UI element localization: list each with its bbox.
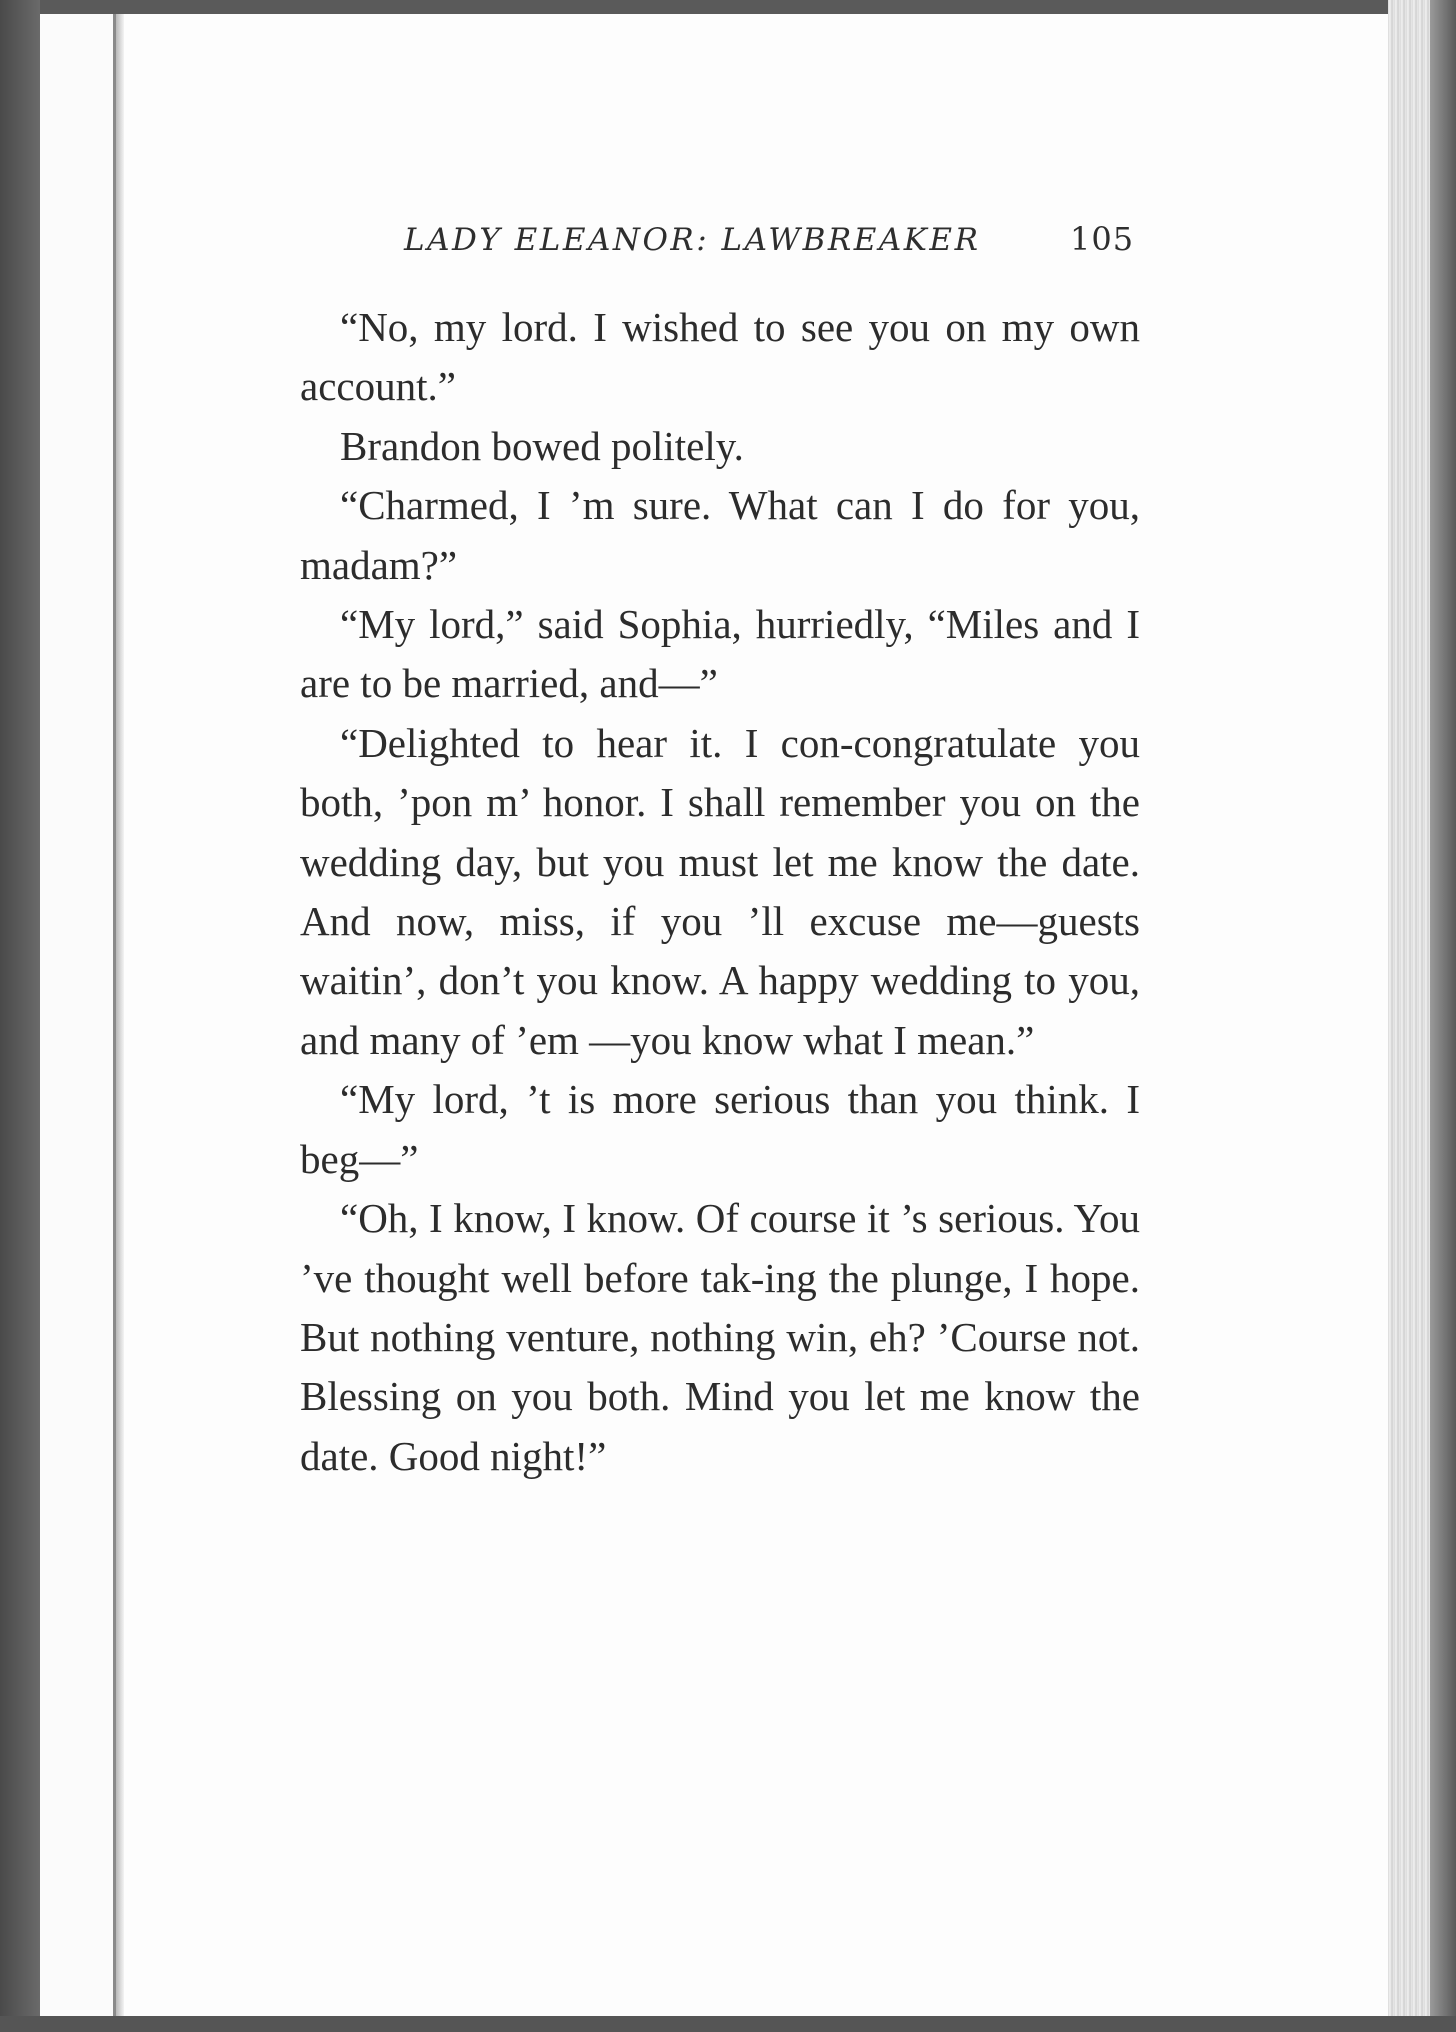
facing-page-margin — [40, 14, 116, 2020]
body-text — [300, 298, 1140, 1486]
gutter-shadow — [116, 14, 124, 2020]
running-title: LADY ELEANOR: LAWBREAKER — [404, 222, 981, 258]
binding-edge — [0, 0, 40, 2032]
paragraph: “My lord,” said Sophia, hurriedly, “Miles and I are to be married, and—” — [300, 601, 1140, 707]
paragraph: “No, my lord. I wished to see you on my own account.” — [300, 304, 1140, 410]
bottom-edge — [0, 2016, 1456, 2032]
paragraph: “My lord, ’t is more serious than you think. I beg—” — [300, 1076, 1140, 1182]
paragraph: “Delighted to hear it. I con-congratulate you both, ’pon m’ honor. I shall remember you on the wedding day, but you must let me know the date. And now, miss, if you ’ll excuse me—guests waitin’, don’t you know. A happy wedding to you, and many of ’em —you know what I mean.” — [300, 719, 1140, 1063]
cover-edge — [1430, 0, 1456, 2032]
paragraph: “Charmed, I ’m sure. What can I do for you, madam?” — [300, 482, 1140, 588]
paragraph: Brandon bowed politely. — [340, 422, 744, 469]
page-number: 105 — [1070, 220, 1135, 258]
paragraph: “Oh, I know, I know. Of course it ’s serious. You ’ve thought well before tak-ing the plunge, I hope. But nothing venture, nothing win, eh? ’Course not. Blessing on you both. Mind you let me know the date. Good night!” — [300, 1195, 1140, 1479]
